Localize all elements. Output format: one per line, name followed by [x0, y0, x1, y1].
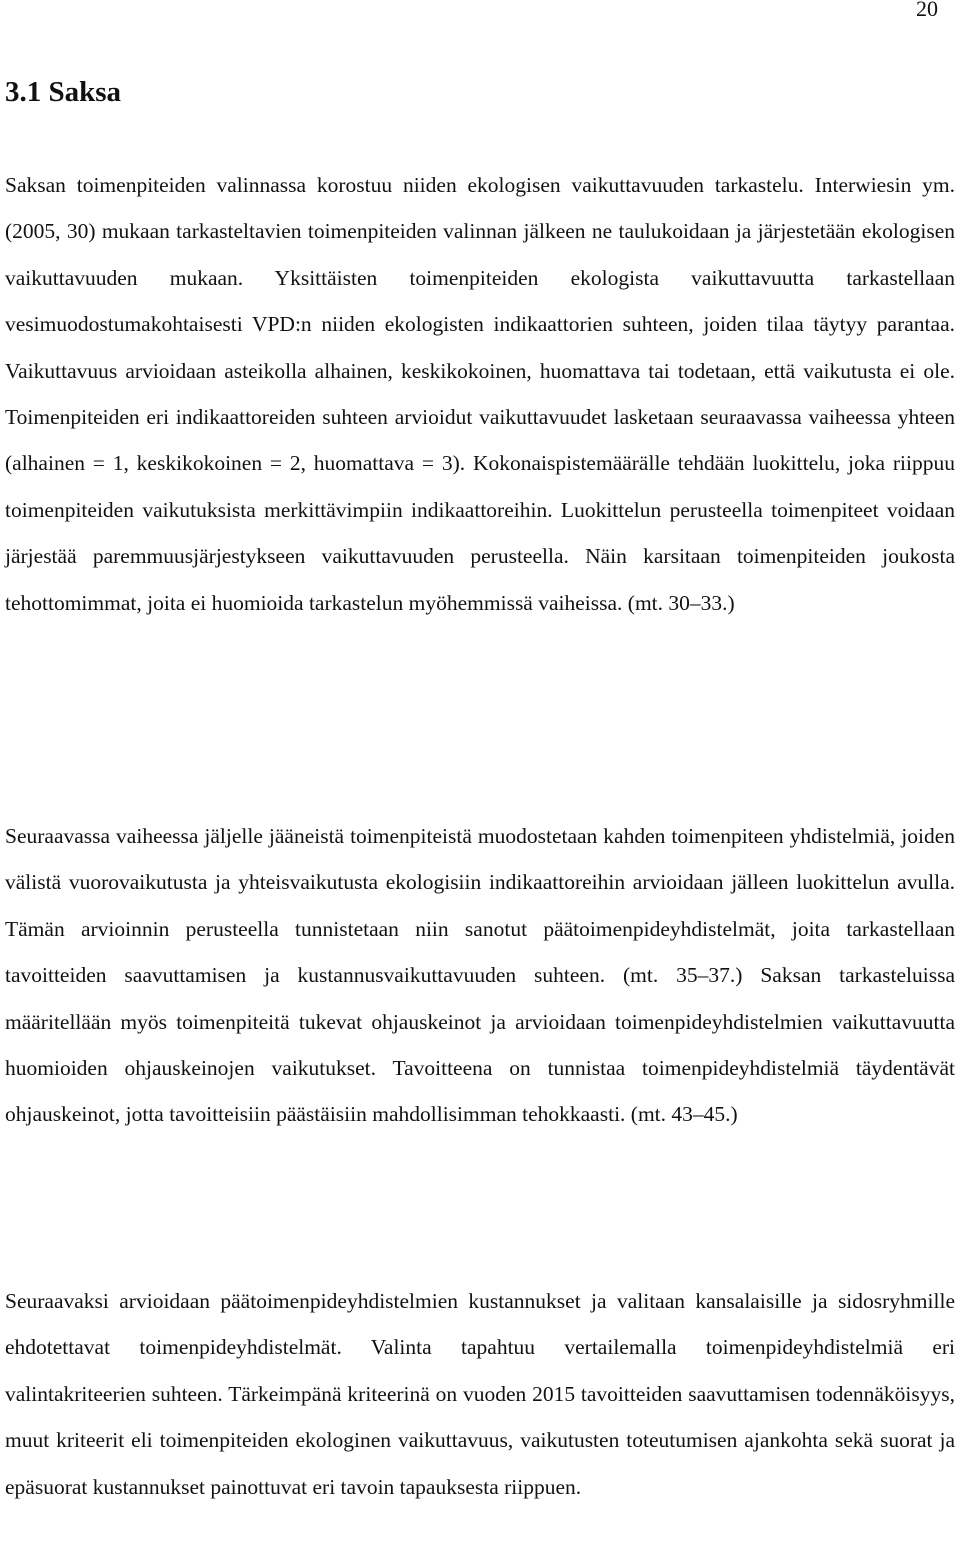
body-paragraph-3: Seuraavaksi arvioidaan päätoimenpideyhdistelmien kustannukset ja valitaan kansalaisille ja sidosryhmille ehdotettavat toimenpideyhdistelmät. Valinta tapahtuu vertailemalla toimenpideyhdistelmiä eri valintakriteerien suhteen. Tärkeimpänä kriteerinä on vuoden 2015 tavoitteiden saavuttamisen todennäköisyys, muut kriteerit eli toimenpiteiden ekologinen vaikuttavuus, vaikutusten toteutumisen ajankohta sekä suorat ja epäsuorat kustannukset painottuvat eri tavoin tapauksesta riippuen. [5, 1289, 955, 1499]
section-heading: 3.1 Saksa [5, 76, 122, 108]
body-paragraph-2: Seuraavassa vaiheessa jäljelle jääneistä toimenpiteistä muodostetaan kahden toimenpiteen yhdistelmiä, joiden välistä vuorovaikutusta ja yhteisvaikutusta ekologisiin indikaattoreihin arvioidaan jälleen luokittelun avulla. Tämän arvioinnin perusteella tunnistetaan niin sanotut päätoimenpideyhdistelmät, joita tarkastellaan tavoitteiden saavuttamisen ja kustannusvaikuttavuuden suhteen. (mt. 35–37.) Saksan tarkasteluissa määritellään myös toimenpiteitä tukevat ohjauskeinot ja arvioidaan toimenpideyhdistelmien vaikuttavuutta huomioiden ohjauskeinojen vaikutukset. Tavoitteena on tunnistaa toimenpideyhdistelmiä täydentävät ohjauskeinot, jotta tavoitteisiin päästäisiin mahdollisimman tehokkaasti. (mt. 43–45.) [5, 824, 955, 1127]
body-paragraph-1: Saksan toimenpiteiden valinnassa korostuu niiden ekologisen vaikuttavuuden tarkastelu. Interwiesin ym. (2005, 30) mukaan tarkasteltavien toimenpiteiden valinnan jälkeen ne taulukoidaan ja järjestetään ekologisen vaikuttavuuden mukaan. Yksittäisten toimenpiteiden ekologista vaikuttavuutta tarkastellaan vesimuodostumakohtaisesti VPD:n niiden ekologisten indikaattorien suhteen, joiden tilaa täytyy parantaa. Vaikuttavuus arvioidaan asteikolla alhainen, keskikokoinen, huomattava tai todetaan, että vaikutusta ei ole. Toimenpiteiden eri indikaattoreiden suhteen arvioidut vaikuttavuudet lasketaan seuraavassa vaiheessa yhteen (alhainen = 1, keskikokoinen = 2, huomattava = 3). Kokonaispistemäärälle tehdään luokittelu, joka riippuu toimenpiteiden vaikutuksista merkittävimpiin indikaattoreihin. Luokittelun perusteella toimenpiteet voidaan järjestää paremmuusjärjestykseen vaikuttavuuden perusteella. Näin karsitaan toimenpiteiden joukosta tehottomimmat, joita ei huomioida tarkastelun myöhemmissä vaiheissa. (mt. 30–33.) [5, 173, 955, 615]
page-number: 20 [916, 0, 938, 21]
